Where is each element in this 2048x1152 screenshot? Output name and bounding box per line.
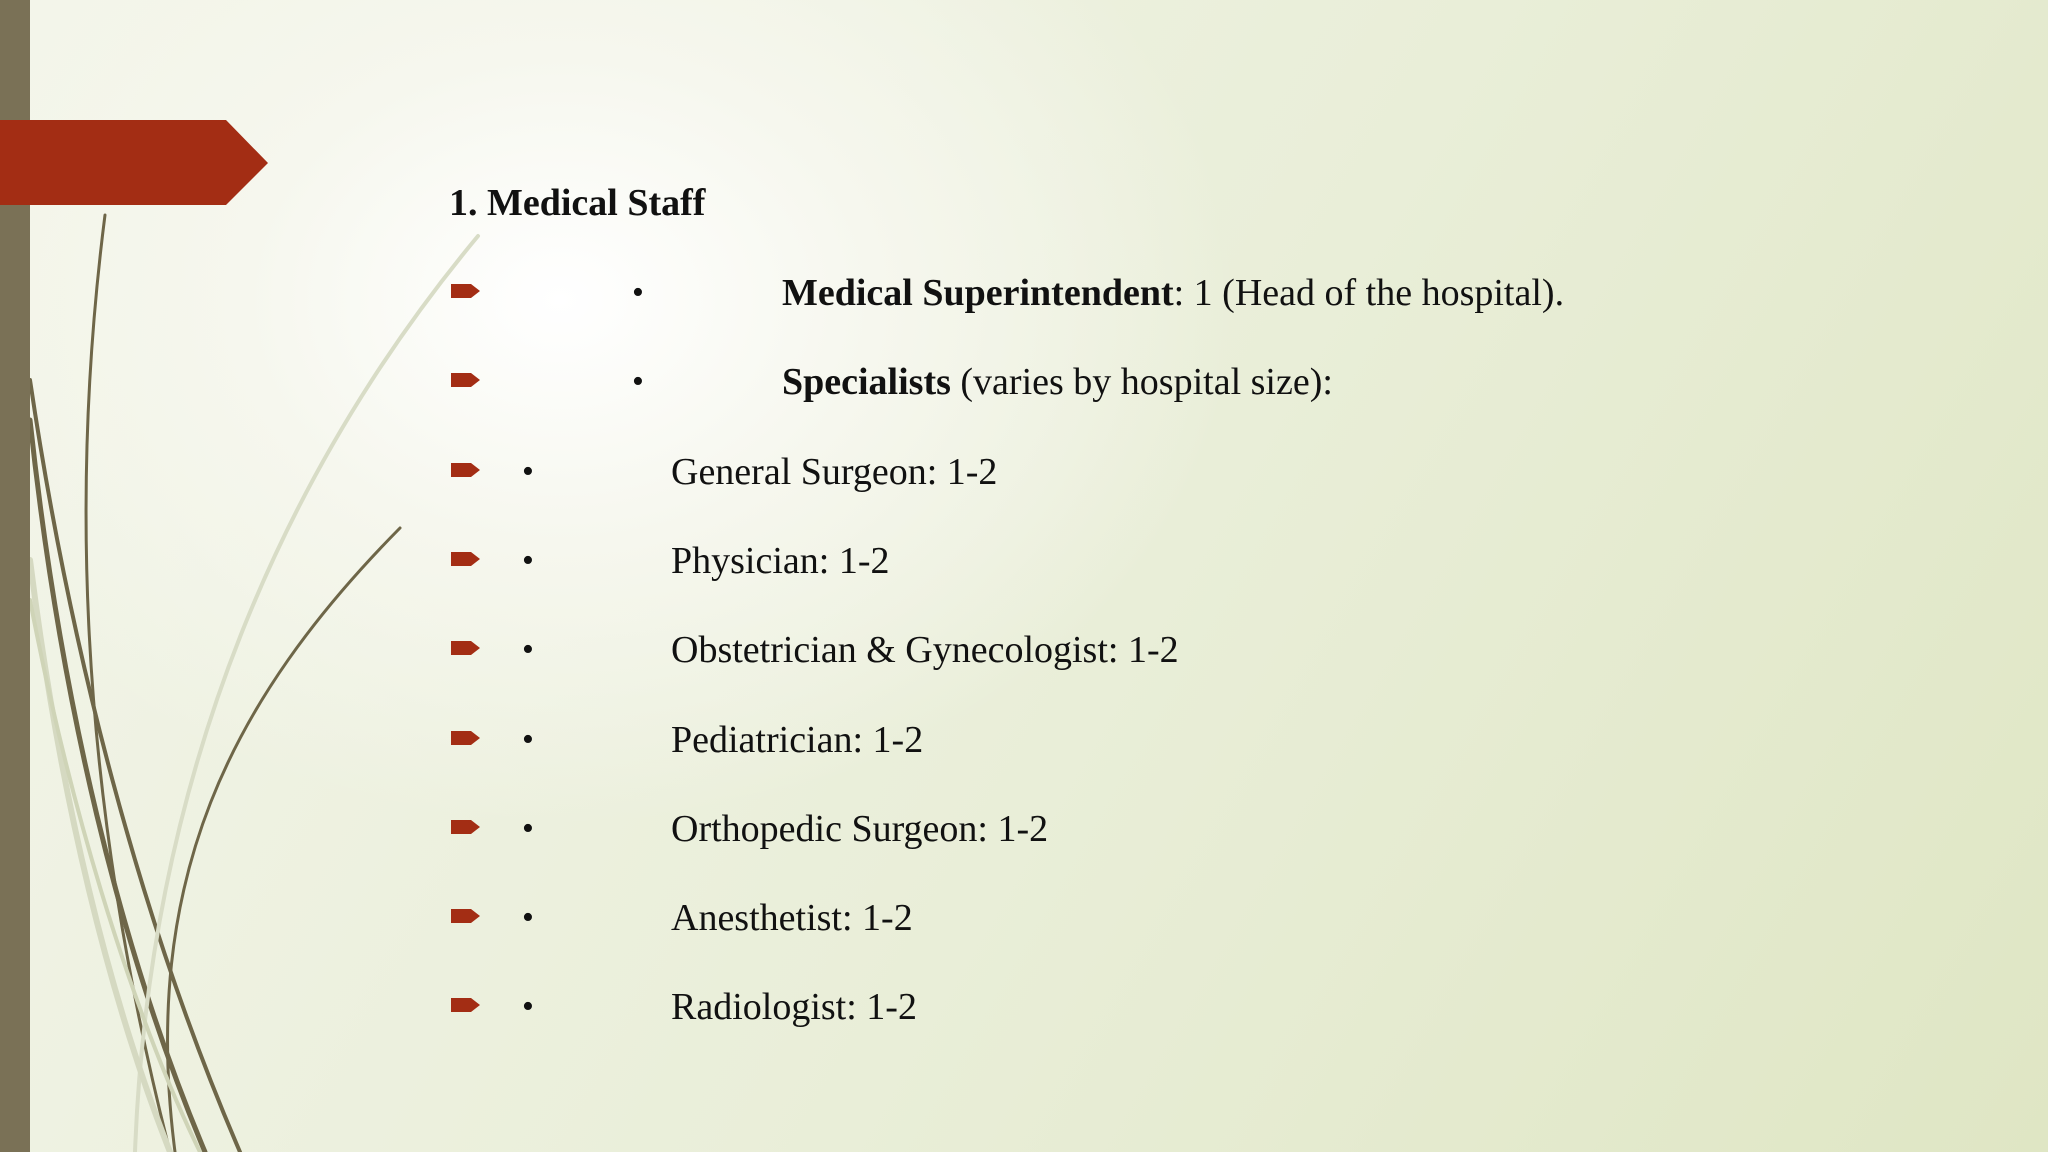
list-item-text [671, 893, 913, 943]
arrow-bullet-icon [451, 639, 481, 657]
list-item-label: General Surgeon: 1-2 [671, 450, 998, 493]
arrow-bullet-icon [451, 907, 481, 925]
list-item-label: (varies by hospital size): [950, 361, 1333, 404]
dot-bullet-icon: • [632, 274, 644, 311]
list-item-label: Obstetrician & Gynecologist: 1-2 [671, 629, 1179, 672]
dot-bullet-icon: • [522, 452, 534, 490]
list-item-text [671, 982, 917, 1032]
arrow-bullet-icon [451, 461, 481, 479]
list-item-bold-label: Specialists [782, 361, 951, 404]
list-item-label: Pediatrician: 1-2 [671, 718, 924, 761]
list-item-text [671, 715, 923, 765]
list-item-label: Anesthetist: 1-2 [671, 897, 913, 940]
list-item-text [671, 804, 1048, 854]
arrow-bullet-icon [451, 729, 481, 747]
list-item-text [671, 447, 997, 497]
dot-bullet-icon: • [522, 541, 534, 579]
list-item [0, 447, 2048, 497]
dot-bullet-icon: • [632, 363, 644, 401]
arrow-bullet-icon [451, 550, 481, 568]
list-item [0, 536, 2048, 586]
list-item [0, 715, 2048, 765]
list-item-text [782, 268, 1564, 318]
list-item [0, 804, 2048, 854]
list-item [0, 625, 2048, 675]
dot-bullet-icon: • [522, 899, 534, 937]
arrow-bullet-icon [451, 371, 481, 389]
list-item-text [671, 625, 1179, 675]
list-item-text [671, 536, 889, 586]
list-item-label: Radiologist: 1-2 [671, 986, 917, 1029]
dot-bullet-icon: • [522, 631, 534, 669]
dot-bullet-icon: • [522, 988, 534, 1026]
list-item-text [782, 357, 1333, 407]
list-item-label: Orthopedic Surgeon: 1-2 [671, 807, 1049, 850]
list-item-bold-label: Medical Superintendent [782, 272, 1174, 314]
list-item-label: Physician: 1-2 [671, 539, 890, 582]
arrow-bullet-icon [451, 996, 481, 1014]
arrow-bullet-icon [451, 282, 481, 300]
arrow-bullet-icon [451, 818, 481, 836]
list-item [0, 893, 2048, 943]
dot-bullet-icon: • [522, 809, 534, 847]
dot-bullet-icon: • [522, 720, 534, 758]
list-item-label: : 1 (Head of the hospital). [1173, 272, 1565, 314]
list-item [0, 357, 2048, 407]
slide-title: 1. Medical Staff [449, 182, 706, 224]
list-item [0, 268, 2048, 318]
list-item [0, 982, 2048, 1032]
